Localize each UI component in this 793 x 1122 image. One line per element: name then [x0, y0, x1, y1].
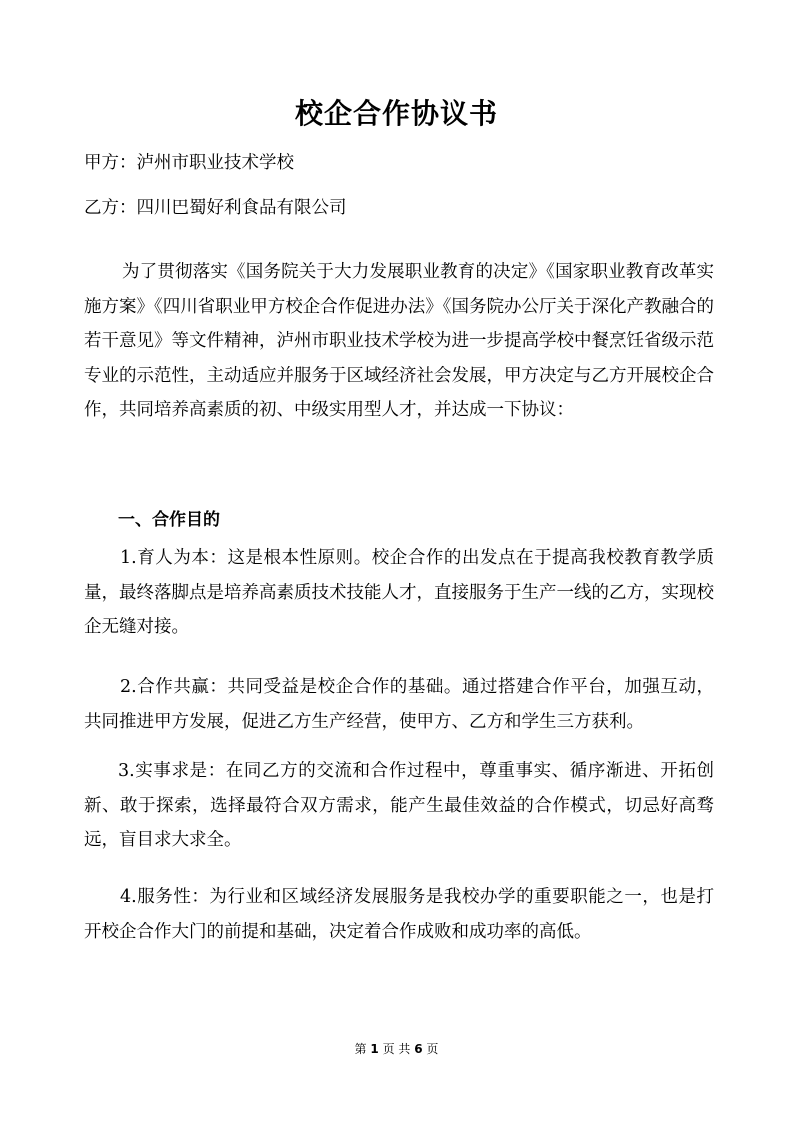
purpose-item-4: 4.服务性：为行业和区域经济发展服务是我校办学的重要职能之一，也是打开校企合作大门的前提和基础，决定着合作成败和成功率的高低。: [84, 887, 714, 942]
intro-paragraph: 为了贯彻落实《国务院关于大力发展职业教育的决定》《国家职业教育改革实施方案》《四川省职业甲方校企合作促进办法》《国务院办公厅关于深化产教融合的若干意见》等文件精神，泸州市职业技术学校为进一步提高学校中餐烹饪省级示范专业的示范性，主动适应并服务于区域经济社会发展，甲方决定与乙方开展校企合作，共同培养高素质的初、中级实用型人才，并达成一下协议：: [84, 262, 714, 420]
purpose-item-3: 3.实事求是：在同乙方的交流和合作过程中，尊重事实、循序渐进、开拓创新、敢于探索，选择最符合双方需求，能产生最佳效益的合作模式，切忌好高骛远，盲目求大求全。: [84, 761, 714, 850]
purpose-item-1: 1.育人为本：这是根本性原则。校企合作的出发点在于提高我校教育教学质量，最终落脚点是培养高素质技术技能人才，直接服务于生产一线的乙方，实现校企无缝对接。: [84, 548, 714, 637]
footer-total-pages: 6: [414, 1042, 423, 1056]
page-footer: [0, 1041, 793, 1057]
purpose-item-2: 2.合作共赢：共同受益是校企合作的基础。通过搭建合作平台，加强互动，共同推进甲方发展，促进乙方生产经营，使甲方、乙方和学生三方获利。: [84, 677, 714, 732]
party-a-line: 甲方：泸州市职业技术学校: [84, 153, 294, 173]
footer-middle: 页 共: [382, 1042, 411, 1056]
section-heading-purpose: 一、合作目的: [118, 510, 220, 530]
document-title: 校企合作协议书: [294, 97, 498, 130]
party-b-line: 乙方：四川巴蜀好利食品有限公司: [84, 198, 347, 218]
footer-page-number: 1: [370, 1042, 379, 1056]
footer-suffix: 页: [426, 1042, 439, 1056]
footer-prefix: 第: [354, 1042, 367, 1056]
